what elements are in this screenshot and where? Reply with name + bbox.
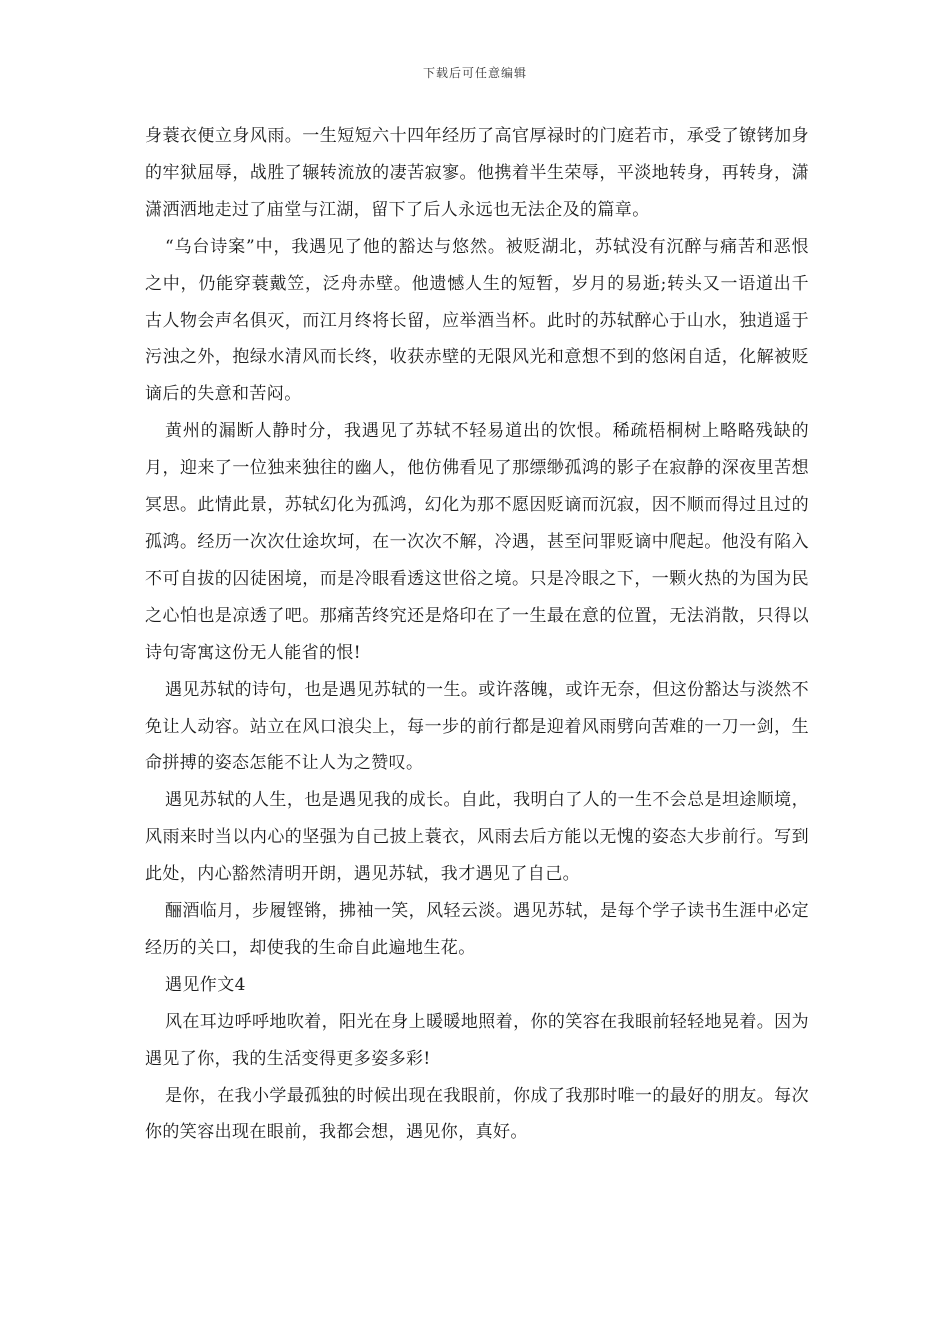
- paragraph: 黄州的漏断人静时分，我遇见了苏轼不轻易道出的饮恨。稀疏梧桐树上略略残缺的月，迎来了一位独来独往的幽人，他仿佛看见了那缥缈孤鸿的影子在寂静的深夜里苦想冥思。此情此景，苏轼幻化为孤鸿，幻化为那不愿因贬谪而沉寂，因不顺而得过且过的孤鸿。经历一次次仕途坎坷，在一次次不解，冷遇，甚至问罪贬谪中爬起。他没有陷入不可自拔的囚徒困境，而是冷眼看透这世俗之境。只是冷眼之下，一颗火热的为国为民之心怕也是凉透了吧。那痛苦终究还是烙印在了一生最在意的位置，无法消散，只得以诗句寄寓这份无人能省的恨!: [145, 421, 809, 663]
- paragraph: 是你，在我小学最孤独的时候出现在我眼前，你成了我那时唯一的最好的朋友。每次你的笑容出现在眼前，我都会想，遇见你，真好。: [145, 1085, 809, 1143]
- section-heading: 遇见作文4: [165, 974, 246, 995]
- page-header: 下载后可任意编辑: [422, 66, 527, 80]
- paragraph: 遇见苏轼的人生，也是遇见我的成长。自此，我明白了人的一生不会总是坦途顺境，风雨来时当以内心的坚强为自己披上蓑衣，风雨去后方能以无愧的姿态大步前行。写到此处，内心豁然清明开朗，遇见苏轼，我才遇见了自己。: [145, 790, 809, 885]
- paragraph: 身蓑衣便立身风雨。一生短短六十四年经历了高官厚禄时的门庭若市，承受了镣铐加身的牢狱屈辱，战胜了辗转流放的凄苦寂寥。他携着半生荣辱，平淡地转身，再转身，潇潇洒洒地走过了庙堂与江湖，留下了后人永远也无法企及的篇章。: [145, 126, 809, 220]
- paragraph: 风在耳边呼呼地吹着，阳光在身上暖暖地照着，你的笑容在我眼前轻轻地晃着。因为遇见了你，我的生活变得更多姿多彩!: [145, 1011, 809, 1069]
- document-body: [145, 118, 809, 1151]
- paragraph: 酾酒临月，步履铿锵，拂袖一笑，风轻云淡。遇见苏轼，是每个学子读书生涯中必定经历的关口，却使我的生命自此遍地生花。: [145, 901, 809, 958]
- paragraph: 遇见苏轼的诗句，也是遇见苏轼的一生。或许落魄，或许无奈，但这份豁达与淡然不免让人动容。站立在风口浪尖上，每一步的前行都是迎着风雨劈向苦难的一刀一剑，生命拼搏的姿态怎能不让人为之赞叹。: [145, 679, 809, 774]
- paragraph: “乌台诗案”中，我遇见了他的豁达与悠然。被贬湖北，苏轼没有沉醉与痛苦和恶恨之中，仍能穿蓑戴笠，泛舟赤壁。他遗憾人生的短暂，岁月的易逝;转头又一语道出千古人物会声名俱灭，而江月终将长留，应举酒当杯。此时的苏轼醉心于山水，独逍遥于污浊之外，抱绿水清风而长终，收获赤壁的无限风光和意想不到的悠闲自适，化解被贬谪后的失意和苦闷。: [145, 236, 809, 405]
